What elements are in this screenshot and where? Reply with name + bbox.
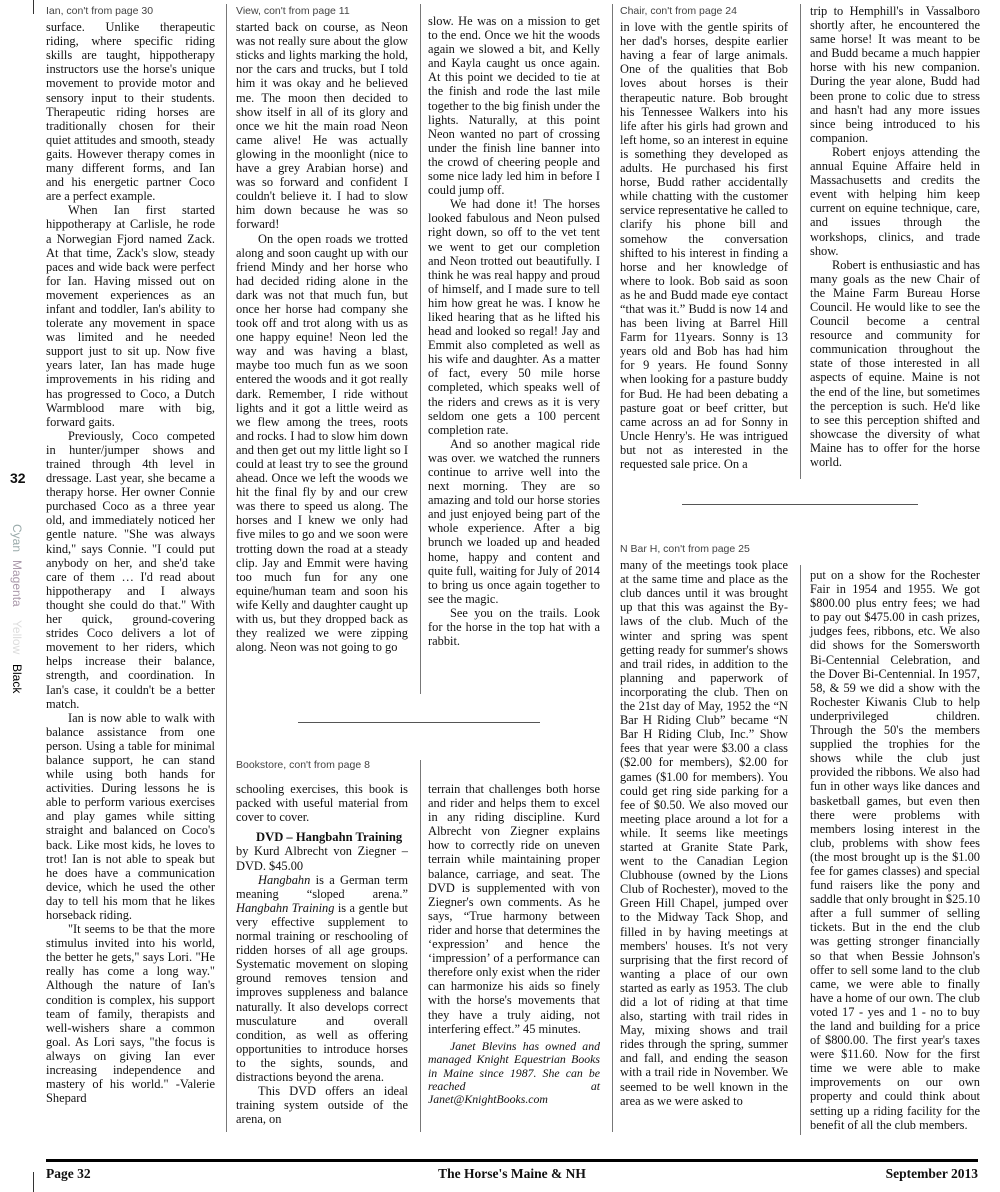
footer-publication: The Horse's Maine & NH: [438, 1166, 586, 1181]
paragraph: Hangbahn is a German term meaning “sloped arena.” Hangbahn Training is a gentle but very effective supplement to normal training or reschooling of ridden horses of all age groups. Systematic movement on sloping ground removes tension and improves suppleness and balance naturally. It also develops correct musculature and overall condition, as well as offering opportunities to introduce horses to the sights, sounds, and distractions beyond the arena.: [236, 872, 409, 1084]
article-nbarh-continued: [810, 568, 980, 1132]
paragraph: started back on course, as Neon was not really sure about the glow sticks and lights marking the hold, nor the cars and trucks, but I told him it was okay and he believed me. The moon then decided to show itself in all of its glory and once we hit the main road Neon came alive! He was actually glowing in the moonlight (nice to have a grey Arabian horse) and was so forward and confident I couldn't believe it. I had to slow him down because he was so forward!: [236, 20, 408, 232]
paragraph: On the open roads we trotted along and soon caught up with our friend Mindy and her horse who had decided riding alone in the dark was not that much fun, but once her horse had company she took off and trot along with us as one happy equine! Neon led the way and was having a blast, maybe too much fun as we soon entered the woods and it got really dark. Remember, I ride without lights and it got a little weird as we flew among the trees, roots and rocks. I had to slow him down and then get out my little light so I could at least try to see the ground ahead. Once we left the woods we hit the final fly by and our crew was there to speed us along. The horses and I knew we only had five miles to go and we soon were trotting down the road at a steady clip. Jay and Emmit were having too much fun for any one equine/human team and soon his wife Kelly and daughter caught up with us, but they dropped back as they realized we were zipping along. Neon was not going to go: [236, 231, 408, 655]
paragraph: terrain that challenges both horse and rider and helps them to excel in any riding discipline. Kurd Albrecht von Ziegner explains how to correctly ride on uneven terrain while maintaining proper balance, carriage, and seat. The DVD is supplemented with von Ziegner's own comments. As he says, “True harmony between rider and horse that determines the ‘expression’ and hence the ‘impression’ of a performance can therefore only exist when the rider can harmonize his aids so finely with the horse's movements that they have a truly aiding, not interfering effect.” 45 minutes.: [428, 782, 600, 1036]
registration-magenta: Magenta: [10, 560, 24, 607]
article-bookstore-continued: [428, 782, 600, 1107]
paragraph: Ian is now able to walk with balance assistance from one person. Using a table for minimal balance support, he can stand while using both hands for activities. During lessons he is able to perform various exercises and play games while sitting straight and balanced on Coco's back. Like most kids, he loves to trot! Ian is not able to speak but he does have a communication device, which he used the other day to tell his mom that he likes horseback riding.: [46, 710, 215, 922]
column-rule-6: [800, 565, 801, 1135]
dvd-byline: by Kurd Albrecht von Ziegner – DVD. $45.00: [236, 844, 408, 873]
paragraph: slow. He was on a mission to get to the end. Once we hit the woods again we slowed a bit, and Kelly and Kayla caught us once again. At this point we decided to tie at the finish and rode the last mile together to the big finish under the lights. Naturally, at this point Neon wanted no part of crossing under the finish line banner into the crowd of cheering people and some nice lady led him in before I could jump off.: [428, 14, 600, 198]
section-divider-bookstore: [298, 722, 540, 723]
paragraph: surface. Unlike therapeutic riding, where specific riding skills are taught, hippotherapy instructors use the horse's unique movement to provide motor and sensory input to their students. Therapeutic riding horses are traditionally chosen for their quiet attitudes and smooth, steady gaits. However therapy comes in many different forms, and Ian and his energetic partner Coco are a perfect example.: [46, 20, 215, 204]
continuation-header: Bookstore, con't from page 8: [236, 759, 370, 771]
term-hangbahn: Hangbahn: [258, 872, 311, 887]
column-rule-1: [226, 4, 227, 1132]
article-chair: [620, 4, 788, 471]
article-view-continued: [428, 14, 600, 648]
dvd-title: DVD – Hangbahn Training: [256, 830, 403, 845]
registration-cyan: Cyan: [10, 524, 24, 553]
paragraph: Robert enjoys attending the annual Equine Affaire held in Massachusetts and credits the event with helping him keep current on equine technique, care, and issues through the workshops, clinics, and trade show.: [810, 144, 980, 258]
continuation-header: N Bar H, con't from page 25: [620, 543, 750, 555]
paragraph: put on a show for the Rochester Fair in 1954 and 1955. We got $800.00 plus entry fees; we had to pay out $475.00 in cash prizes, judges fees, ribbons, etc. We also did shows for the Somersworth Bi-Centennial Celebration, and the Dover Bi-Centennial. In 1957, 58, & 59 we did a show with the Rochester Kiwanis Club to help underprivileged children. Through the 50's the members supplied the trophies for the shows while the club just provided the ribbons. We also had fun in other ways like dances and basketball games, but even then there were problems with members losing interest in the club, problems with show fees (the most brought up is the $1.00 fee for games classes) and special fund raisers like the pony and saddle that only brought in $25.10 after a full summer of selling tickets. But in the end the club was getting stronger financially so that when Bessie Johnson's offer to sell some land to the club came, we were able to finally have a home of our own. The club voted 17 - yes and 1 - no to buy the land and building for a price of $800.00. The first year's taxes were $11.60. Now for the first time we were able to make improvements on our own property and could think about setting up a riding facility for the benefit of all the club members.: [810, 568, 981, 1132]
paragraph: in love with the gentle spirits of her dad's horses, despite earlier having a fear of large animals. One of the qualities that Bob loves about horses is their therapeutic nature. Bob brought his Tennessee Walkers into his life after his girls had grown and left home, so an interest in equine is something they developed as adults. He purchased his first horse, Budd rather accidentally while chatting with the customer service representative he called to clarify his phone bill and somehow the conversation shifted to his interest in finding a horse and her knowledge of where to look. Bob said as soon as he and Budd made eye contact “that was it.” Budd is now 14 and has been living at Barrel Hill Farm for 11years. Sonny is 13 years old and Bob has had him for 9 years. He found Sonny when looking for a pasture buddy for Bud. He had been debating a pasture goat or beef critter, but came across an ad for Sonny in Uncle Henry's. He was intrigued but not as interested in the requested sale price. On a: [620, 20, 788, 471]
side-page-number: 32: [10, 470, 26, 486]
color-registration: [8, 524, 28, 699]
column-rule-2: [420, 4, 421, 694]
paragraph: We had done it! The horses looked fabulous and Neon pulsed right down, so off to the vet tent we went to get our completion and Neon trotted out beautifully. I think he was real happy and proud of himself, and I made sure to tell him how great he was. I know he liked hearing that as he lifted his head and looked so regal! Jay and Emmit also completed as well as his wife and daughter. As a matter of fact, every 50 mile horse completed, which speaks well of the riders and crews as it is very seldom one gets a 100 percent completion rate.: [428, 197, 600, 437]
paragraph: many of the meetings took place at the same time and place as the club dances until it was brought up that this was against the By-laws of the club. Much of the winter and spring was spent getting ready for summer's shows and trail rides, in addition to the planning and paperwork of incorporating the club. Then on the 21st day of May, 1952 the “N Bar H Riding Club” became “N Bar H Riding Club, Inc.” Show fees that year were $3.00 a class ($2.00 for members), $2.00 for games ($1.00 for members). You could get ring side parking for a fee of $0.50. We also moved our meeting place around a lot for a while. It seems like meetings started at Granite State Park, went to the Canadian Legion Clubhouse (owned by the Lions Club of Rochester), moved to the Green Hill Chapel, jumped over to the Midway Tack Shop, and filled in by having meetings at members' houses. It's not very surprising that the first record of wanting a place of our own started as early as 1953. The club did a lot of riding at that time also, starting with trail rides in May, mixing shows and trail rides through the spring, summer and fall, and ending the season with a trail ride in November. We seemed to be well known in the area as we were asked to: [620, 558, 788, 1108]
author-bio: Janet Blevins has owned and managed Knight Equestrian Books in Maine since 1987. She can be reached at Janet@KnightBooks.com: [428, 1038, 600, 1107]
column-rule-5: [800, 4, 801, 479]
page-footer: [46, 1166, 978, 1186]
registration-yellow: Yellow: [10, 620, 24, 655]
continuation-header: Chair, con't from page 24: [620, 5, 737, 17]
section-divider-nbarh: [682, 504, 918, 505]
article-bookstore: [236, 758, 408, 1126]
continuation-header: View, con't from page 11: [236, 5, 350, 17]
crop-mark-top: [33, 0, 34, 14]
column-rule-4: [612, 4, 613, 1132]
paragraph: Previously, Coco competed in hunter/jumper shows and trained through 4th level in dressage. Last year, she became a therapy horse. Her owner Connie purchased Coco as a three year old, and immediately noticed her gentle nature. "She was always kind," says Connie. "I could put anybody on her, and she'd take care of them … I'd read about hippotherapy and I always thought she could do that." With her quick, ground-covering strides Coco delivers a lot of movement to her riders, which helps increase their balance, strength, and coordination. In Ian's case, it couldn't be a better match.: [46, 428, 215, 711]
footer-rule: [46, 1159, 978, 1162]
paragraph: schooling exercises, this book is packed with useful material from cover to cover.: [236, 782, 408, 825]
footer-date: September 2013: [885, 1166, 978, 1181]
paragraph: When Ian first started hippotherapy at Carlisle, he rode a Norwegian Fjord named Zack. At that time, Zack's slow, steady paces and wide back were perfect for Ian. Having missed out on movement experiences as an infant and toddler, Ian's ability to tolerate any movement in space was limited and he needed support just to sit up. Now five years later, Ian has made huge improvements in his riding and has progressed to Coco, a Dutch Warmblood mare with big, forward gaits.: [46, 203, 215, 429]
term-hangbahn-training: Hangbahn Training: [236, 900, 335, 915]
column-rule-3: [420, 760, 421, 1132]
paragraph: trip to Hemphill's in Vassalboro shortly after, he encountered the same horse! It was meant to be and Budd became a much happier horse with his new companion. During the year alone, Budd had been prone to colic due to stress and hasn't had any more issues since being introduced to his companion.: [810, 4, 980, 145]
paragraph: "It seems to be that the more stimulus invited into his world, the better he gets," says Lori. "He really has come a long way." Although the nature of Ian's condition is complex, his support team of family, therapists and well-wishers share a common goal. As Lori says, "the focus is always on giving Ian ever increasing independence and mastery of his world." -Valerie Shepard: [46, 922, 215, 1106]
article-chair-continued: [810, 4, 980, 469]
footer-page-number: Page 32: [46, 1166, 91, 1181]
crop-mark-bottom: [33, 1172, 34, 1192]
paragraph: See you on the trails. Look for the horse in the top hat with a rabbit.: [428, 605, 600, 649]
paragraph: And so another magical ride was over. we watched the runners continue to arrive well into the next morning. They are so amazing and told our horse stories and just enjoyed being part of the whole experience. After a big brunch we loaded up and headed home, happy and content and quite full, waiting for July of 2014 to bring us once again together to see the magic.: [428, 436, 600, 606]
article-ian: [46, 4, 215, 1105]
paragraph: This DVD offers an ideal training system outside of the arena, on: [236, 1084, 408, 1127]
article-nbarh: [620, 542, 788, 1108]
continuation-header: Ian, con't from page 30: [46, 5, 154, 17]
registration-black: Black: [10, 664, 24, 694]
article-view: [236, 4, 408, 654]
paragraph: Robert is enthusiastic and has many goals as the new Chair of the Maine Farm Bureau Horse Council. He would like to see the Council become a central resource and community for communication throughout the state of those interested in all aspects of equine. Maine is not the end of the line, but sometimes the perception is such. He'd like to see this perception shifted and showcase the diversity of what Maine has to offer for the horse world.: [810, 257, 980, 469]
